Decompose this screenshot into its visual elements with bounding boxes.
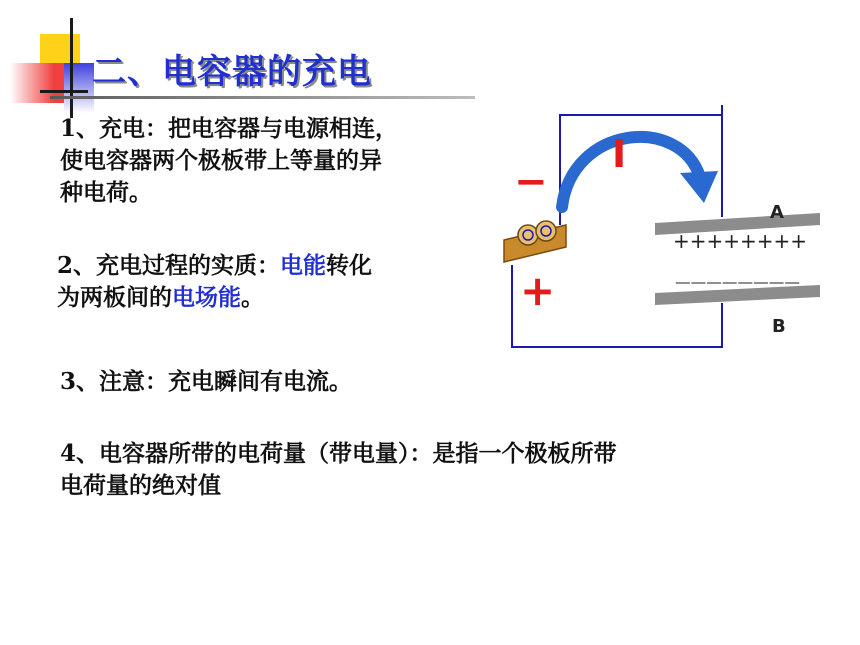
paragraph-line bbox=[57, 250, 372, 282]
plate-label-b: B bbox=[772, 316, 786, 337]
paragraph-charging-essence bbox=[57, 250, 372, 314]
negative-charges: ———————— bbox=[675, 275, 800, 291]
highlight-electric-energy: 电能 bbox=[280, 252, 327, 279]
text-segment: 为两板间的 bbox=[57, 284, 172, 311]
highlight-field-energy: 电场能 bbox=[172, 284, 241, 311]
corner-blue-square bbox=[64, 63, 94, 113]
paragraph-line: 1、充电：把电容器与电源相连， bbox=[60, 115, 399, 142]
paragraph-charging-definition bbox=[60, 113, 398, 209]
positive-charges: ++++++++ bbox=[673, 229, 808, 253]
charging-circuit-diagram bbox=[490, 95, 835, 360]
paragraph-line: 4、电容器所带的电荷量（带电量）：是指一个极板所带 bbox=[60, 440, 617, 467]
paragraph-charge-quantity bbox=[60, 438, 617, 502]
corner-cross-horizontal bbox=[40, 90, 88, 93]
plate-label-a: A bbox=[770, 202, 784, 223]
minus-sign: − bbox=[514, 159, 548, 205]
current-label: I bbox=[612, 132, 627, 176]
paragraph-line: 使电容器两个极板带上等量的异 bbox=[60, 147, 382, 174]
terminal-screw-icon-2 bbox=[536, 221, 556, 241]
text-segment: 2、充电过程的实质： bbox=[57, 252, 281, 279]
title-underline bbox=[50, 96, 475, 99]
current-arrow-icon bbox=[562, 137, 700, 207]
plus-sign: + bbox=[520, 266, 556, 315]
paragraph-note: 3、注意：充电瞬间有电流。 bbox=[60, 368, 353, 395]
paragraph-line: 电荷量的绝对值 bbox=[60, 472, 221, 499]
corner-cross-vertical bbox=[70, 18, 73, 118]
text-segment: 转化 bbox=[326, 252, 373, 279]
terminal-screw-icon bbox=[518, 225, 538, 245]
current-arrow-head-icon bbox=[680, 171, 718, 203]
paragraph-line bbox=[57, 282, 372, 314]
slide-title: 二、电容器的充电 bbox=[92, 52, 372, 92]
paragraph-line: 种电荷。 bbox=[60, 179, 152, 206]
text-segment: 。 bbox=[241, 284, 264, 311]
